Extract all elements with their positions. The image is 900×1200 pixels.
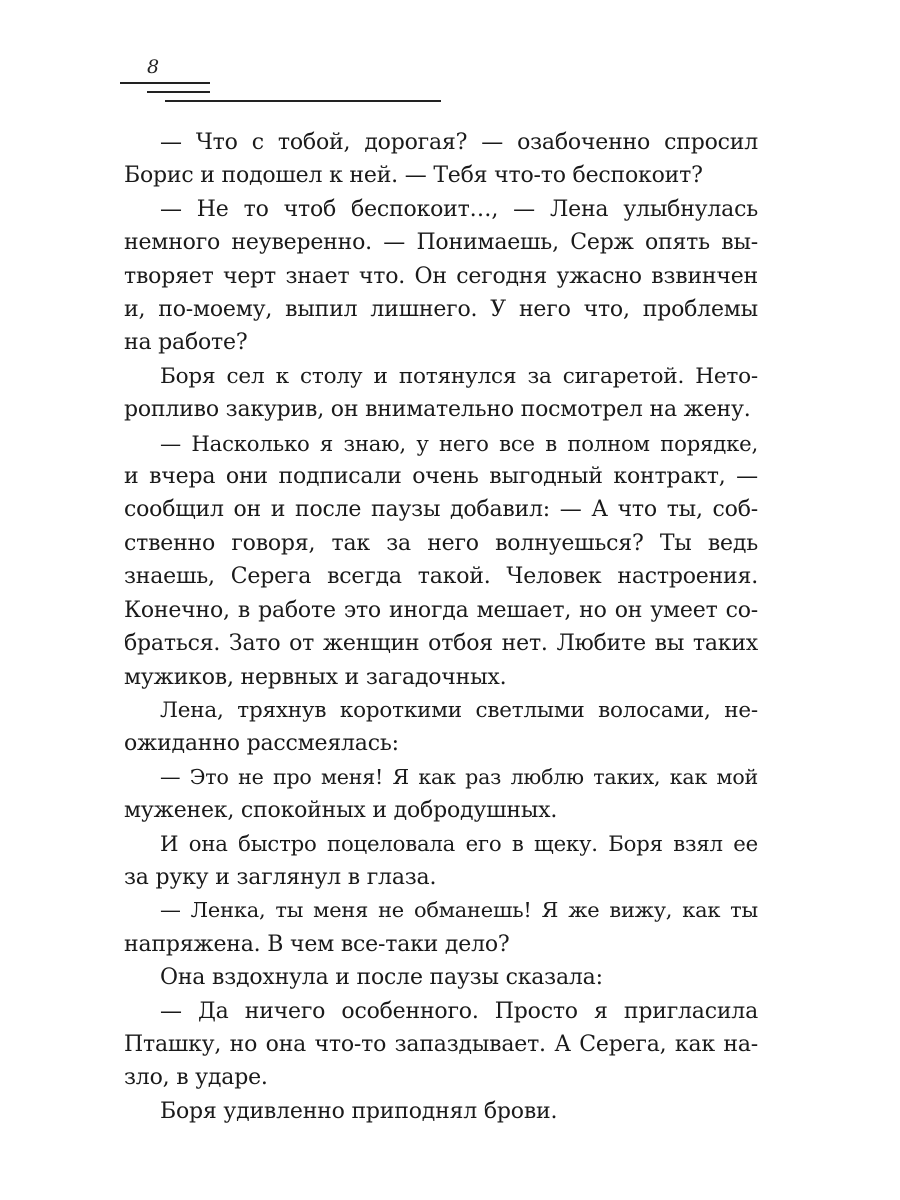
header-rule-top: [120, 82, 210, 84]
paragraph: [124, 193, 758, 360]
header-rule-bottom: [165, 100, 441, 102]
text-line: ропливо закурив, он внимательно посмотрел на жену.: [124, 397, 751, 423]
text-line: ожиданно рассмеялась:: [124, 731, 399, 757]
body-text: [124, 126, 758, 1128]
paragraph: [124, 360, 758, 427]
paragraph: [124, 995, 758, 1095]
text-line: муженек, спокойных и добродушных.: [124, 798, 558, 824]
text-line: Она вздохнула и после паузы сказала:: [160, 965, 603, 991]
text-line: за руку и заглянул в глаза.: [124, 864, 437, 890]
paragraph: [124, 1095, 758, 1128]
text-line: сообщил он и после паузы добавил: — А что ты, соб-: [124, 497, 758, 523]
text-line: — Да ничего особенного. Просто я пригласила: [160, 998, 758, 1024]
text-line: Боря сел к столу и потянулся за сигаретой. Нето-: [160, 363, 758, 389]
paragraph: [124, 126, 758, 193]
header-rule-middle: [147, 91, 210, 93]
text-line: и вчера они подписали очень выгодный контракт, —: [124, 464, 758, 490]
text-line: на работе?: [124, 330, 248, 356]
text-line: И она быстро поцеловала его в щеку. Боря взял ее: [160, 831, 758, 857]
text-line: браться. Зато от женщин отбоя нет. Любите вы таких: [124, 631, 758, 657]
text-line: Лена, тряхнув короткими светлыми волосами, не-: [160, 697, 758, 723]
page-header: [0, 0, 900, 110]
paragraph: [124, 828, 758, 895]
text-line: — Ленка, ты меня не обманешь! Я же вижу, как ты: [160, 898, 758, 923]
text-line: ственно говоря, так за него волнуешься? Ты ведь: [124, 530, 758, 556]
text-line: творяет черт знает что. Он сегодня ужасно взвинчен: [124, 263, 758, 289]
text-line: мужиков, нервных и загадочных.: [124, 664, 507, 690]
text-line: Борис и подошел к ней. — Тебя что-то беспокоит?: [124, 163, 703, 189]
text-line: зло, в ударе.: [124, 1065, 268, 1091]
text-line: немного неуверенно. — Понимаешь, Серж опять вы-: [124, 230, 758, 256]
paragraph: [124, 761, 758, 828]
text-line: Боря удивленно приподнял брови.: [160, 1098, 558, 1124]
page-number: 8: [147, 56, 160, 78]
text-line: знаешь, Серега всегда такой. Человек настроения.: [124, 564, 758, 590]
text-line: — Что с тобой, дорогая? — озабоченно спросил: [160, 130, 758, 155]
text-line: Пташку, но она что-то запаздывает. А Серега, как на-: [124, 1031, 758, 1057]
text-line: и, по-моему, выпил лишнего. У него что, проблемы: [124, 297, 758, 323]
text-line: — Насколько я знаю, у него все в полном порядке,: [160, 430, 758, 456]
paragraph: [124, 961, 758, 994]
paragraph: [124, 427, 758, 694]
text-line: — Не то чтоб беспокоит…, — Лена улыбнулась: [160, 196, 758, 222]
text-line: — Это не про меня! Я как раз люблю таких, как мой: [160, 764, 758, 789]
text-line: напряжена. В чем все-таки дело?: [124, 931, 510, 957]
text-line: Конечно, в работе это иногда мешает, но он умеет со-: [124, 597, 758, 623]
paragraph: [124, 694, 758, 761]
paragraph: [124, 894, 758, 961]
